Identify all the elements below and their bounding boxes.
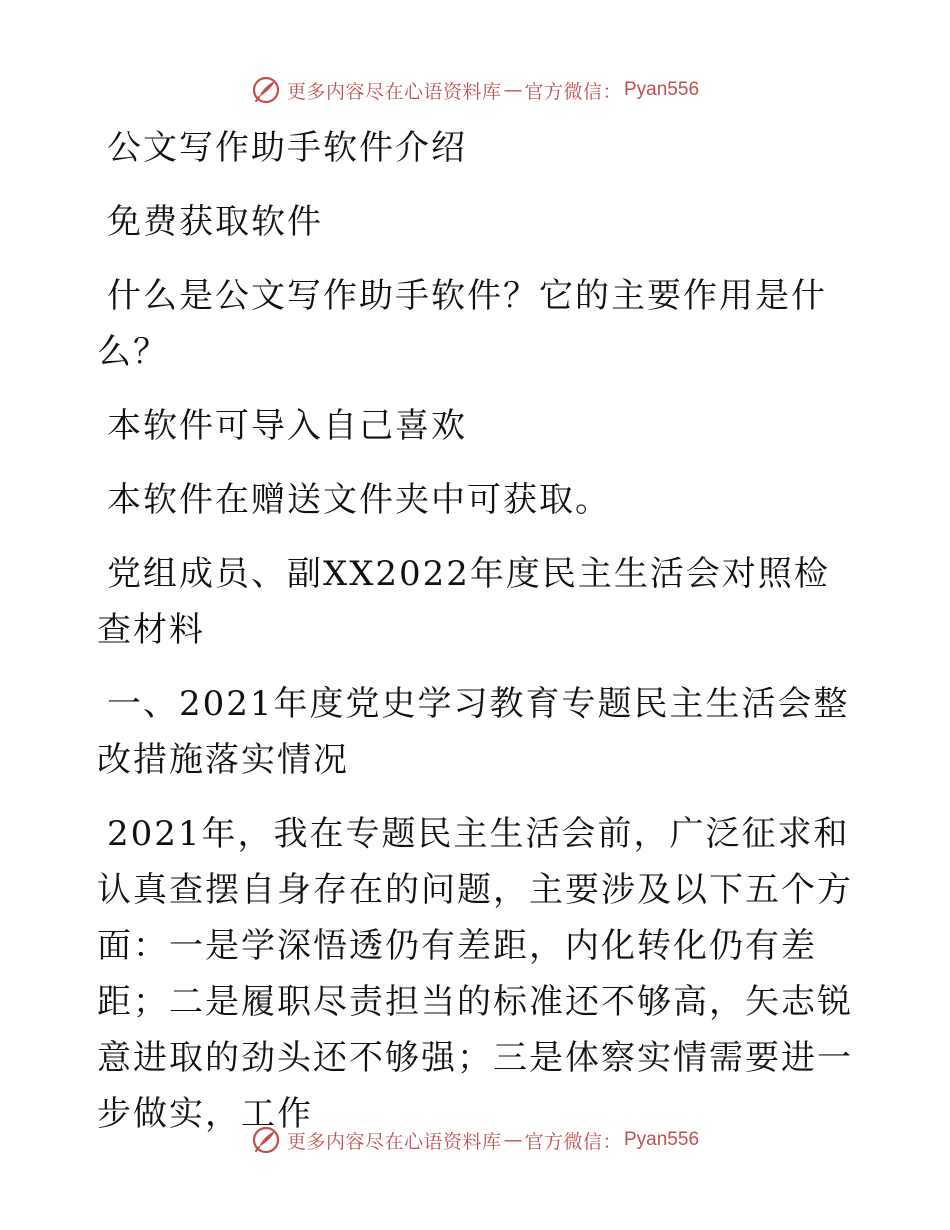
watermark-label: 官方微信： [524, 80, 622, 103]
watermark-separator: — [503, 1129, 523, 1151]
document-body [97, 120, 857, 1160]
doc-paragraph: 2021年，我在专题民主生活会前，广泛征求和认真查摆自身存在的问题，主要涉及以下五个方面：一是学深悟透仍有差距，内化转化仍有差距；二是履职尽责担当的标准还不够高，矢志锐意进取的劲头还不够强；三是体察实情需要进一步做实，工作 [97, 814, 853, 1134]
doc-paragraph: 本软件可导入自己喜欢 [107, 406, 467, 446]
watermark-account: Pyan556 [624, 1129, 700, 1150]
header-watermark [0, 70, 950, 110]
watermark-label: 官方微信： [524, 1130, 622, 1153]
doc-section-title: 党组成员、副XX2022年度民主生活会对照检查材料 [97, 554, 830, 650]
feather-pen-circle-icon [251, 1125, 281, 1155]
feather-pen-circle-icon [251, 75, 281, 105]
watermark-account: Pyan556 [624, 79, 700, 100]
doc-paragraph: 本软件在赠送文件夹中可获取。 [107, 480, 611, 520]
doc-paragraph: 什么是公文写作助手软件？它的主要作用是什么？ [97, 276, 827, 372]
watermark-text: 更多内容尽在心语资料库 [286, 80, 502, 103]
doc-heading: 一、2021年度党史学习教育专题民主生活会整改措施落实情况 [97, 684, 850, 780]
watermark-separator: — [503, 79, 523, 101]
doc-paragraph: 免费获取软件 [107, 202, 323, 242]
footer-watermark [0, 1120, 950, 1160]
watermark-text: 更多内容尽在心语资料库 [286, 1130, 502, 1153]
doc-title: 公文写作助手软件介绍 [107, 128, 467, 168]
